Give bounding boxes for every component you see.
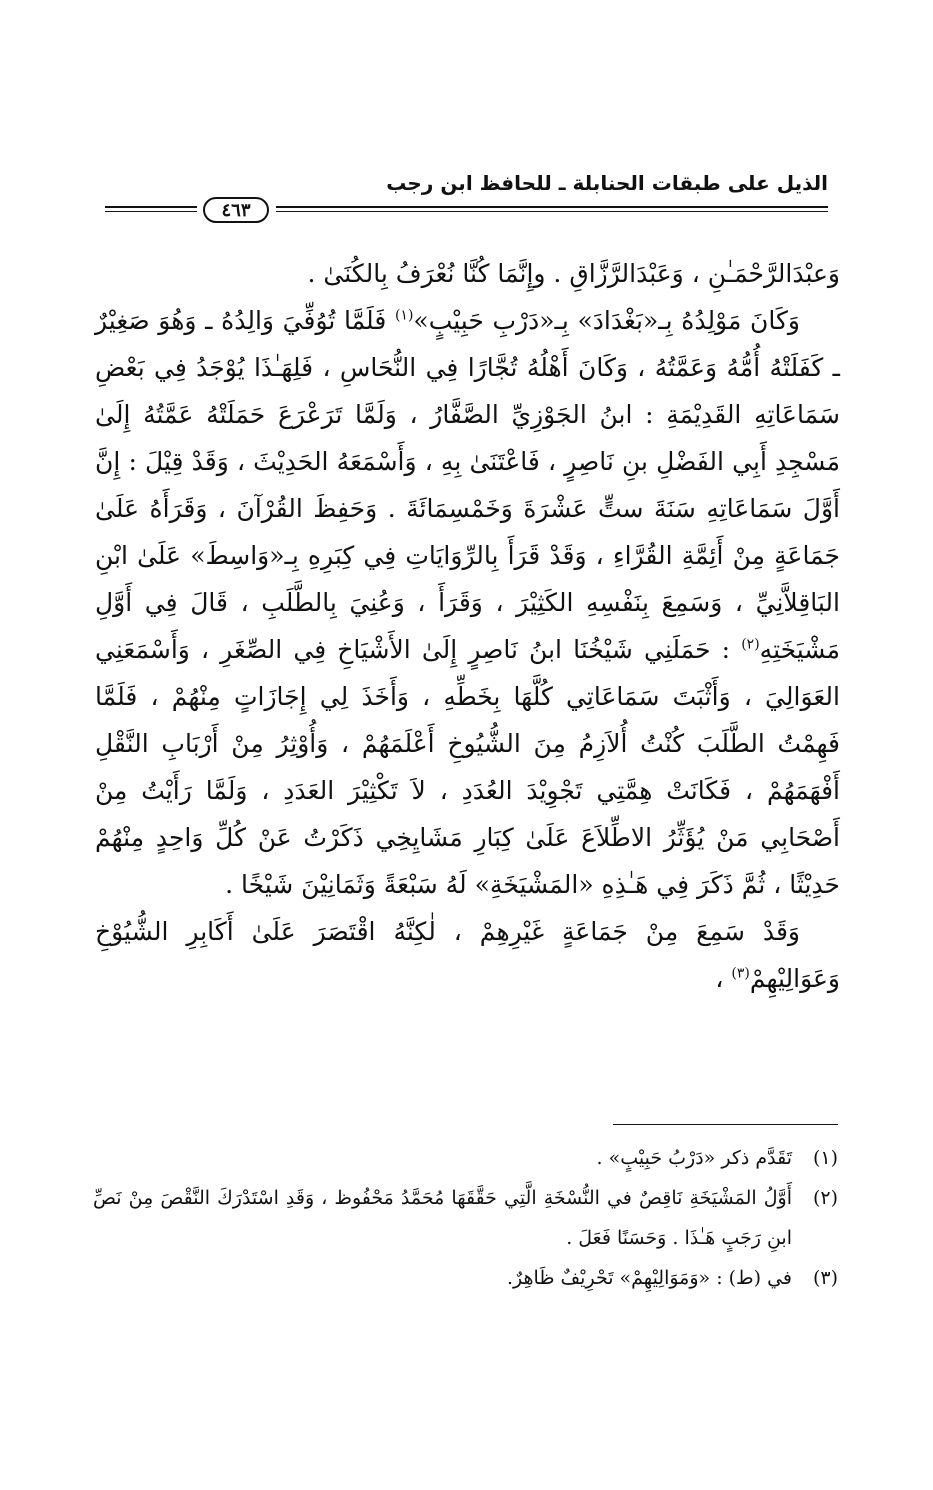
header-rule [105,197,828,227]
paragraph-2-part-a: وَكَانَ مَوْلِدُهُ بِـ«بَغْدَادَ» بِـ«دَرْبِ حَبِيْبٍ» [413,306,800,335]
page-number: ٤٦٣ [203,197,269,223]
footnote-separator [613,1124,838,1125]
footnote-mark-3: (٣) [731,965,750,982]
footnote-text: في (ط) : «وَمَوَالِيْهِمْ» تَحْرِيْفٌ ظَاهِرٌ. [507,1267,792,1289]
paragraph-3 [95,908,840,1002]
paragraph-2 [95,297,840,908]
paragraph-3-part-b: ، [715,964,732,993]
paragraph-1: وَعبْدَالرَّحْمَـٰنِ ، وَعَبْدَالرَّزَّاقِ . وإِنَّمَا كُنَّا نُعْرَفُ بِالكُنَىٰ . [307,259,840,288]
header-rule-right [276,206,828,212]
footnote-number: (٢) [812,1187,838,1209]
paragraph-2-part-c: : حَمَلَنِي شَيْخُنَا ابنُ نَاصِرٍ إِلَىٰ الأَشْيَاخِ فِي الصِّغَرِ ، وَأَسْمَعَنِي العَوَالِيَ ، وَأَثْبَتَ سَمَاعَاتِي كُلَّهَا بِخَطِّهِ ، وَأَخَذَ لِي إِجَازَاتٍ مِنْهُمْ ، فَلَمَّا فَهِمْتُ الطَّلَبَ كُنْتُ أُلاَزِمُ مِنَ الشُّيُوخِ أَعْلَمَهُمْ ، وَأُوْثِرُ مِنْ أَرْبَابِ النَّقْلِ أَفْهَمَهُمْ ، فَكَانَتْ هِمَّتِي تَجْوِيْدَ العُدَدِ ، لاَ تَكْثِيْرَ العَدَدِ ، وَلَمَّا رَأَيْتُ مِنْ أَصْحَابِي مَنْ يُؤَثِّرُ الاطِّلاَعَ عَلَىٰ كِبَارِ مَشَايِخِي ذَكَرْتُ عَنْ كُلِّ وَاحِدٍ مِنْهُمْ حَدِيْثًا ، ثُمَّ ذَكَرَ فِي هَـٰذِهِ «المَشْيَخَةِ» لَهُ سَبْعَةً وَثَمَانِيْنَ شَيْخًا . [95,635,840,899]
footnote-2 [93,1178,838,1258]
footnote-number: (١) [812,1147,838,1169]
footnote-mark-1: (١) [394,307,414,324]
footnote-3 [93,1258,838,1298]
main-text [95,250,840,1002]
running-head-title: الذيل على طبقات الحنابلة ـ للحافظ ابن رجب [386,171,828,195]
footnote-text: تَقَدَّم ذكر «دَرْبُ حَبِيْبٍ» . [596,1147,792,1169]
footnote-number: (٣) [812,1267,838,1289]
paragraph-2-part-b: فَلَمَّا تُوُفِّيَ وَالِدُهُ ـ وَهُوَ صَغِيْرٌ ـ كَفَلَتْهُ أُمُّهُ وَعَمَّتُهُ ، وَكَانَ أَهْلُهُ تُجَّارًا فِي النُّحَاسِ ، فَلِهَـٰذَا يُوْجَدُ فِي بَعْضِ سَمَاعَاتِهِ القَدِيْمَةِ : ابنُ الجَوْزِيِّ الصَّفَّارُ ، وَلَمَّا تَرَعْرَعَ حَمَلَتْهُ عَمَّتُهُ إِلَىٰ مَسْجِدِ أَبِي الفَضْلِ بنِ نَاصِرٍ ، فَاعْتَنَىٰ بِهِ ، وَأَسْمَعَهُ الحَدِيْثَ ، وَقَدْ قِيْلَ : إِنَّ أَوَّلَ سَمَاعَاتِهِ سَنَةَ ستٍّ عَشْرَةَ وَخَمْسِمَائَةَ . وَحَفِظَ القُرْآنَ ، وَقَرَأَهُ عَلَىٰ جَمَاعَةٍ مِنْ أَئِمَّةِ القُرَّاءِ ، وَقَدْ قَرَأَ بِالرِّوَايَاتِ فِي كِبَرِهِ بِـ«وَاسِطَ» عَلَىٰ ابْنِ البَاقِلاَّنِيِّ ، وَسَمِعَ بِنَفْسِهِ الكَثِيْرَ ، وَقَرَأَ ، وَعُنِيَ بِالطَّلَبِ ، قَالَ فِي أَوَّلِ مَشْيَخَتِهِ [95,306,840,664]
footnote-text: أَوَّلُ المَشْيَخَةِ نَاقِصٌ في النُّسْخَةِ الَّتِي حَقَّقَهَا مُحَمَّدُ مَحْفُوظ ، وَقَدِ اسْتَدْرَكَ النَّقْصَ مِنْ نَصِّ ابنِ رَجَبٍ هَـٰذَا . وَحَسَنًا فَعَلَ . [93,1187,792,1249]
header-rule-left [105,206,197,212]
footnotes [93,1138,838,1298]
paragraph-3-part-a: وَقَدْ سَمِعَ مِنْ جَمَاعَةٍ غَيْرِهِمْ ، لٰكِنَّهُ اقْتَصَرَ عَلَىٰ أَكَابِرِ الشُّيُوْخِ وَعَوَالِيْهِمْ [95,917,840,993]
footnote-mark-2: (٢) [741,636,760,653]
footnote-1 [93,1138,838,1178]
